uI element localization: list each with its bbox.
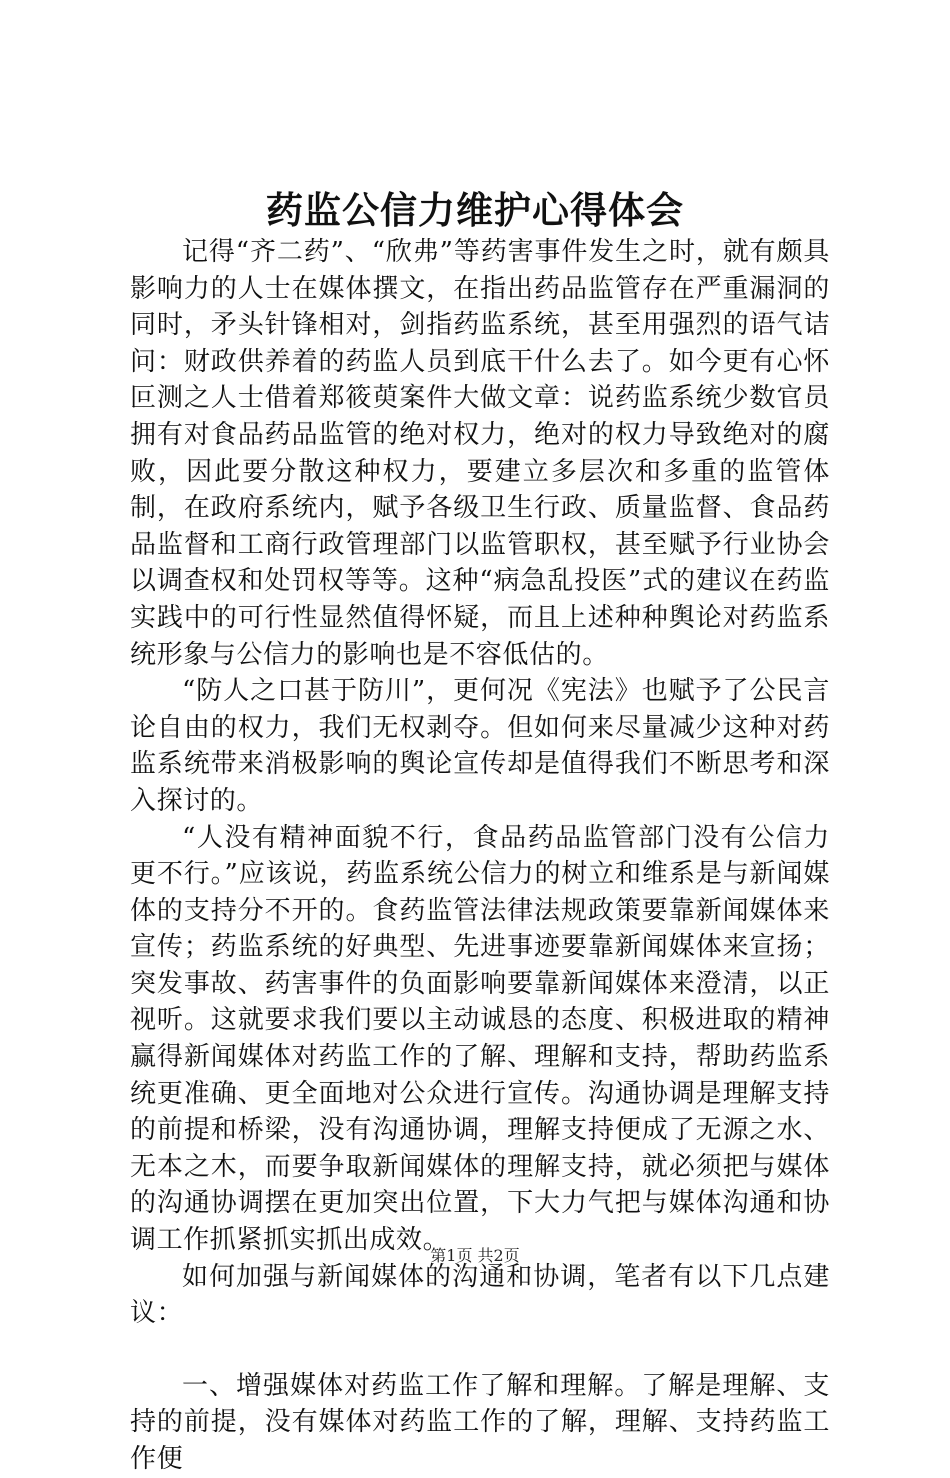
- paragraph-3: “人没有精神面貌不行，食品药品监管部门没有公信力更不行。”应该说，药监系统公信力的树立和维系是与新闻媒体的支持分不开的。食药监管法律法规政策要靠新闻媒体来宣传；药监系统的好典型、先进事迹要靠新闻媒体来宣扬；突发事故、药害事件的负面影响要靠新闻媒体来澄清，以正视听。这就要求我们要以主动诚恳的态度、积极进取的精神赢得新闻媒体对药监工作的了解、理解和支持，帮助药监系统更准确、更全面地对公众进行宣传。沟通协调是理解支持的前提和桥梁，没有沟通协调，理解支持便成了无源之水、无本之木，而要争取新闻媒体的理解支持，就必须把与媒体的沟通协调摆在更加突出位置，下大力气把与媒体沟通和协调工作抓紧抓实抓出成效。: [130, 822, 830, 1256]
- document-title: 药监公信力维护心得体会: [266, 188, 684, 232]
- paragraph-4: 如何加强与新闻媒体的沟通和协调，笔者有以下几点建议：: [130, 1261, 830, 1329]
- paragraph-5: 一、增强媒体对药监工作了解和理解。了解是理解、支持的前提，没有媒体对药监工作的了解，理解、支持药监工作便: [130, 1370, 830, 1474]
- paragraph-2: “防人之口甚于防川”，更何况《宪法》也赋予了公民言论自由的权力，我们无权剥夺。但如何来尽量减少这种对药监系统带来消极影响的舆论宣传却是值得我们不断思考和深入探讨的。: [130, 676, 830, 816]
- page-footer: 第1页 共2页: [430, 1246, 520, 1265]
- document-body: [130, 234, 830, 1478]
- paragraph-spacer: [130, 1332, 830, 1368]
- paragraph-1: 记得“齐二药”、“欣弗”等药害事件发生之时，就有颇具影响力的人士在媒体撰文，在指出药品监管存在严重漏洞的同时，矛头针锋相对，剑指药监系统，甚至用强烈的语气诘问：财政供养着的药监人员到底干什么去了。如今更有心怀叵测之人士借着郑筱萸案件大做文章：说药监系统少数官员拥有对食品药品监管的绝对权力，绝对的权力导致绝对的腐败，因此要分散这种权力，要建立多层次和多重的监管体制，在政府系统内，赋予各级卫生行政、质量监督、食品药品监督和工商行政管理部门以监管职权，甚至赋予行业协会以调查权和处罚权等等。这种“病急乱投医”式的建议在药监实践中的可行性显然值得怀疑，而且上述种种舆论对药监系统形象与公信力的影响也是不容低估的。: [130, 237, 830, 670]
